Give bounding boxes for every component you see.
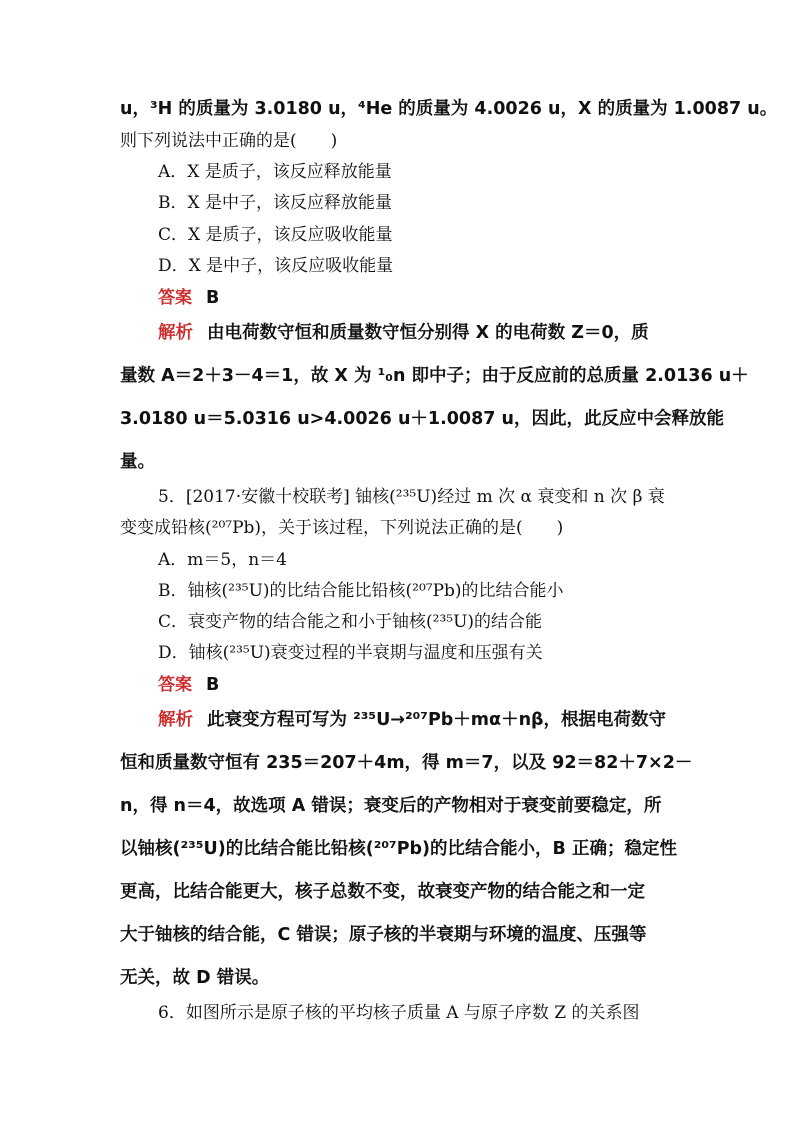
- q5-analysis-line-2: 恒和质量数守恒有 235＝207＋4m，得 m＝7，以及 92＝82＋7×2－: [120, 753, 693, 773]
- q5-analysis-label: 解析: [158, 710, 193, 730]
- q5-option-b: B．铀核(²³⁵U)的比结合能比铅核(²⁰⁷Pb)的比结合能小: [158, 581, 564, 601]
- q5-answer: [158, 674, 219, 696]
- q4-analysis-line-1: [158, 322, 649, 344]
- q4-option-c: C．X 是质子，该反应吸收能量: [158, 225, 393, 245]
- q4-option-b: B．X 是中子，该反应释放能量: [158, 193, 392, 213]
- q4-analysis-text-1: 由电荷数守恒和质量数守恒分别得 X 的电荷数 Z＝0，质: [207, 323, 649, 343]
- q5-option-d: D．铀核(²³⁵U)衰变过程的半衰期与温度和压强有关: [158, 643, 543, 663]
- q5-analysis-line-1: [158, 709, 666, 731]
- q5-analysis-line-6: 大于铀核的结合能，C 错误；原子核的半衰期与环境的温度、压强等: [120, 925, 647, 945]
- q5-analysis-line-7: 无关，故 D 错误。: [120, 968, 270, 988]
- q5-analysis-text-1: 此衰变方程可写为 ²³⁵U→²⁰⁷Pb＋mα＋nβ，根据电荷数守: [207, 710, 667, 730]
- q5-analysis-line-3: n，得 n＝4，故选项 A 错误；衰变后的产物相对于衰变前要稳定，所: [120, 796, 662, 816]
- q5-stem-line-2: 变变成铅核(²⁰⁷Pb)，关于该过程，下列说法正确的是( ): [120, 518, 564, 538]
- q4-analysis-label: 解析: [158, 323, 193, 343]
- q4-analysis-line-4: 量。: [120, 452, 155, 472]
- q4-option-a: A．X 是质子，该反应释放能量: [158, 162, 392, 182]
- q4-option-d: D．X 是中子，该反应吸收能量: [158, 256, 394, 276]
- q5-answer-value: B: [206, 675, 220, 695]
- q4-answer-label: 答案: [158, 288, 192, 308]
- q4-text-line-1: u，³H 的质量为 3.0180 u，⁴He 的质量为 4.0026 u，X 的质量为 1.0087 u。: [120, 99, 778, 119]
- q4-answer-value: B: [206, 288, 220, 308]
- q5-stem-line-1: 5．[2017·安徽十校联考] 铀核(²³⁵U)经过 m 次 α 衰变和 n 次 β 衰: [158, 487, 665, 507]
- q4-text-line-2: 则下列说法中正确的是( ): [120, 131, 338, 151]
- q5-analysis-line-5: 更高，比结合能更大，核子总数不变，故衰变产物的结合能之和一定: [120, 882, 645, 902]
- q4-analysis-line-2: 量数 A＝2＋3－4＝1，故 X 为 ¹₀n 即中子；由于反应前的总质量 2.0136 u＋: [120, 366, 749, 386]
- q4-answer: [158, 287, 219, 309]
- q5-analysis-line-4: 以铀核(²³⁵U)的比结合能比铅核(²⁰⁷Pb)的比结合能小，B 正确；稳定性: [120, 839, 677, 859]
- q6-stem-line-1: 6．如图所示是原子核的平均核子质量 A 与原子序数 Z 的关系图: [158, 1003, 640, 1023]
- q4-analysis-line-3: 3.0180 u＝5.0316 u>4.0026 u＋1.0087 u，因此，此反应中会释放能: [120, 409, 724, 429]
- q5-option-c: C．衰变产物的结合能之和小于铀核(²³⁵U)的结合能: [158, 612, 543, 632]
- q5-option-a: A．m＝5，n＝4: [158, 550, 287, 570]
- q5-answer-label: 答案: [158, 675, 192, 695]
